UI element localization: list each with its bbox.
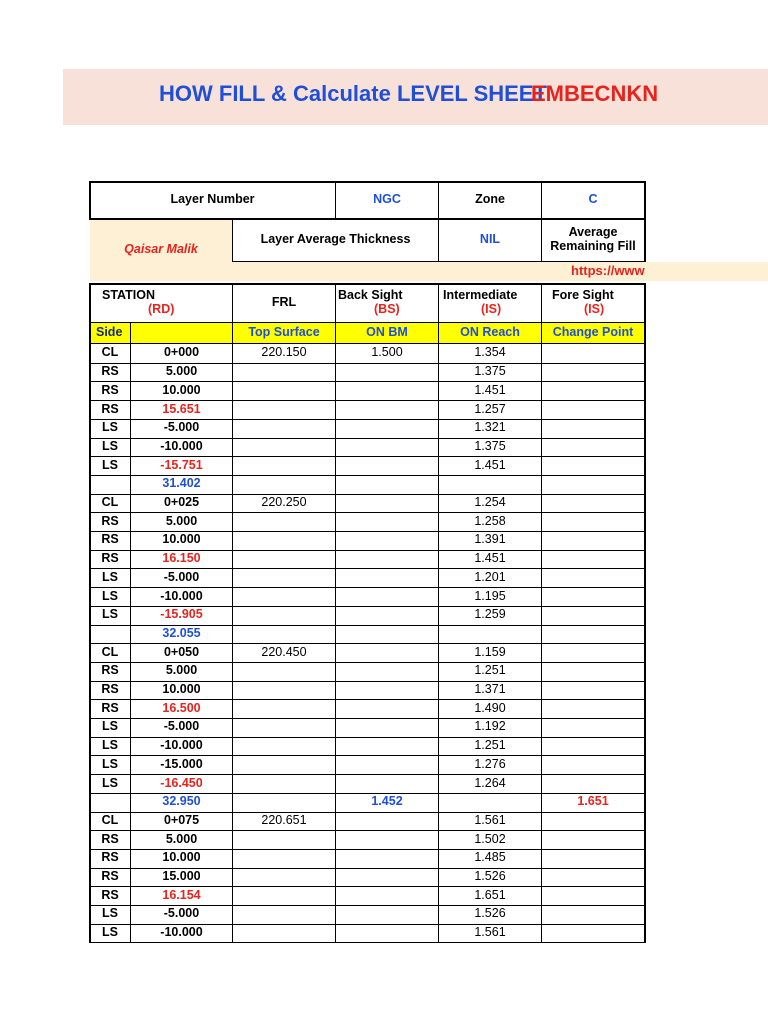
cell-is: 1.651: [474, 887, 506, 902]
cell-fs: [542, 494, 644, 513]
cell-bs: [336, 568, 438, 587]
cell-rd: -16.450: [160, 775, 203, 790]
is-subheader: ON Reach: [460, 325, 520, 340]
cell-side: RS: [101, 364, 119, 379]
layer-number-label: Layer Number: [170, 192, 255, 207]
cell-side: LS: [102, 569, 118, 584]
cell-side: LS: [102, 420, 118, 435]
cell-rd: 5.000: [165, 663, 198, 678]
cell-is: 1.254: [474, 495, 506, 510]
cell-frl: [233, 774, 335, 793]
cell-fs: [542, 625, 644, 644]
cell-bs: [336, 475, 438, 494]
title-banner: [63, 69, 768, 125]
url-row-bg: [233, 262, 768, 281]
is-sub: (IS): [481, 302, 502, 316]
zone-label: Zone: [475, 192, 505, 207]
cell-bs: [336, 625, 438, 644]
fs-sub: (IS): [584, 302, 605, 316]
cell-side: RS: [101, 532, 119, 547]
cell-fs: [542, 699, 644, 718]
cell-is: 1.264: [474, 775, 506, 790]
cell-rd: 5.000: [165, 364, 198, 379]
cell-fs: [542, 363, 644, 382]
cell-frl: 220.250: [261, 495, 307, 510]
cell-rd: 32.950: [162, 794, 201, 809]
cell-bs: [336, 662, 438, 681]
cell-side: LS: [102, 925, 118, 940]
is-label: Intermediate: [443, 288, 518, 303]
cell-bs: [336, 494, 438, 513]
cell-bs: [336, 456, 438, 475]
cell-frl: [233, 606, 335, 625]
cell-is: 1.391: [474, 532, 506, 547]
cell-fs: [542, 905, 644, 924]
cell-fs: [542, 587, 644, 606]
cell-rd: 16.500: [162, 700, 201, 715]
cell-is: 1.258: [474, 513, 506, 528]
page-title: HOW FILL & Calculate LEVEL SHEET: [159, 81, 547, 106]
brand-title: EMBECNKN: [531, 81, 659, 106]
cell-bs: [336, 905, 438, 924]
cell-bs: [336, 681, 438, 700]
frl-subheader: Top Surface: [248, 325, 320, 340]
cell-bs: [336, 419, 438, 438]
cell-frl: 220.651: [261, 812, 307, 827]
cell-is: 1.195: [474, 588, 506, 603]
cell-rd: -15.751: [160, 457, 203, 472]
cell-frl: [233, 737, 335, 756]
cell-is: [439, 475, 541, 494]
cell-is: 1.526: [474, 906, 506, 921]
cell-rd: 10.000: [162, 532, 201, 547]
cell-is: 1.276: [474, 756, 506, 771]
cell-side: RS: [101, 700, 119, 715]
cell-frl: 220.150: [261, 345, 307, 360]
cell-is: 1.451: [474, 457, 506, 472]
cell-is: 1.490: [474, 700, 506, 715]
cell-bs: [336, 438, 438, 457]
cell-fs: [542, 812, 644, 831]
cell-side: RS: [101, 401, 119, 416]
cell-is: 1.375: [474, 438, 506, 453]
cell-is: 1.375: [474, 364, 506, 379]
cell-rd: 10.000: [162, 682, 201, 697]
cell-bs: 1.452: [371, 794, 403, 809]
cell-is: 1.561: [474, 925, 506, 940]
cell-rd: 16.150: [162, 551, 201, 566]
cell-fs: [542, 475, 644, 494]
cell-bs: [336, 606, 438, 625]
side-subheader: Side: [96, 325, 123, 340]
cell-bs: [336, 381, 438, 400]
cell-bs: [336, 868, 438, 887]
cell-fs: [542, 456, 644, 475]
cell-side: RS: [101, 663, 119, 678]
cell-fs: [542, 531, 644, 550]
cell-frl: [233, 699, 335, 718]
cell-side: CL: [101, 345, 119, 360]
cell-is: 1.526: [474, 869, 506, 884]
cell-rd: 5.000: [165, 831, 198, 846]
cell-is: 1.502: [474, 831, 506, 846]
cell-fs: [542, 662, 644, 681]
cell-side: RS: [101, 682, 119, 697]
cell-bs: [336, 587, 438, 606]
cell-fs: [542, 550, 644, 569]
cell-rd: 0+075: [163, 812, 200, 827]
cell-is: 1.159: [474, 644, 506, 659]
cell-bs: [336, 774, 438, 793]
cell-is: 1.259: [474, 607, 506, 622]
cell-bs: [336, 550, 438, 569]
cell-is: 1.485: [474, 850, 506, 865]
cell-frl: [233, 755, 335, 774]
fs-label: Fore Sight: [552, 288, 614, 303]
cell-rd: -5.000: [163, 420, 200, 435]
cell-is: 1.371: [474, 682, 506, 697]
station-header: [90, 284, 232, 322]
cell-side: LS: [102, 756, 118, 771]
cell-fs: [542, 438, 644, 457]
layer-number-value: NGC: [373, 192, 401, 207]
cell-frl: [233, 456, 335, 475]
cell-bs: [336, 531, 438, 550]
cell-bs: [336, 849, 438, 868]
cell-side: RS: [101, 551, 119, 566]
frl-header: FRL: [271, 295, 297, 310]
cell-side: RS: [101, 831, 119, 846]
cell-rd: 32.055: [162, 625, 201, 640]
cell-is: [439, 625, 541, 644]
cell-frl: [233, 905, 335, 924]
cell-side: RS: [101, 869, 119, 884]
cell-side: LS: [102, 906, 118, 921]
cell-rd: 15.000: [162, 869, 201, 884]
cell-side: LS: [102, 719, 118, 734]
cell-side: LS: [102, 457, 118, 472]
thickness-label: Layer Average Thickness: [260, 232, 411, 247]
cell-rd: 31.402: [162, 476, 201, 491]
cell-is: 1.561: [474, 812, 506, 827]
remaining-label-line2: Remaining Fill: [550, 239, 636, 253]
cell-is: 1.451: [474, 382, 506, 397]
cell-fs: [542, 868, 644, 887]
cell-rd: 15.651: [162, 401, 201, 416]
cell-rd: 10.000: [162, 850, 201, 865]
cell-side: LS: [102, 738, 118, 753]
cell-rd: -15.905: [160, 607, 203, 622]
remaining-fill-label: [542, 219, 644, 261]
cell-frl: [233, 587, 335, 606]
cell-side: LS: [102, 775, 118, 790]
cell-rd: 16.154: [162, 887, 201, 902]
zone-value: C: [588, 192, 598, 207]
cell-side: RS: [101, 382, 119, 397]
cell-rd: 5.000: [165, 513, 198, 528]
cell-fs: [542, 755, 644, 774]
cell-bs: [336, 512, 438, 531]
fs-subheader: Change Point: [552, 325, 634, 340]
cell-fs: [542, 886, 644, 905]
cell-fs: [542, 568, 644, 587]
cell-fs: [542, 737, 644, 756]
cell-is: 1.354: [474, 345, 506, 360]
cell-frl: [233, 793, 335, 812]
thickness-value: NIL: [479, 232, 501, 247]
cell-frl: [233, 849, 335, 868]
cell-frl: [233, 718, 335, 737]
cell-is: 1.321: [474, 420, 506, 435]
cell-side: RS: [101, 513, 119, 528]
cell-bs: [336, 755, 438, 774]
remaining-label-line1: Average: [568, 225, 618, 240]
cell-fs: [542, 774, 644, 793]
cell-frl: [233, 475, 335, 494]
cell-is: [439, 793, 541, 812]
cell-fs: [542, 381, 644, 400]
cell-rd: -10.000: [160, 925, 203, 940]
cell-bs: 1.500: [371, 345, 403, 360]
cell-frl: [233, 381, 335, 400]
cell-fs: [542, 512, 644, 531]
cell-bs: [336, 924, 438, 943]
cell-side: CL: [101, 644, 119, 659]
station-sub: (RD): [148, 302, 175, 316]
cell-frl: [233, 924, 335, 943]
cell-bs: [336, 812, 438, 831]
cell-frl: [233, 419, 335, 438]
bs-subheader: ON BM: [366, 325, 408, 340]
cell-is: 1.451: [474, 551, 506, 566]
cell-side: LS: [102, 607, 118, 622]
cell-side: [90, 793, 130, 812]
cell-is: 1.257: [474, 401, 506, 416]
cell-fs: [542, 606, 644, 625]
cell-frl: [233, 886, 335, 905]
cell-frl: [233, 681, 335, 700]
cell-fs: [542, 830, 644, 849]
cell-rd: 0+000: [163, 345, 200, 360]
cell-bs: [336, 643, 438, 662]
cell-rd: 10.000: [162, 382, 201, 397]
cell-rd: -15.000: [160, 756, 203, 771]
cell-frl: [233, 438, 335, 457]
cell-frl: [233, 512, 335, 531]
cell-bs: [336, 737, 438, 756]
cell-rd: 0+050: [163, 644, 200, 659]
cell-rd: -10.000: [160, 738, 203, 753]
cell-side: [90, 625, 130, 644]
cell-is: 1.251: [474, 738, 506, 753]
cell-fs: 1.651: [577, 794, 609, 809]
cell-frl: [233, 625, 335, 644]
url-link[interactable]: https://www: [571, 263, 645, 278]
cell-fs: [542, 849, 644, 868]
cell-bs: [336, 886, 438, 905]
cell-is: 1.201: [474, 569, 506, 584]
author-name: Qaisar Malik: [124, 242, 198, 257]
cell-fs: [542, 643, 644, 662]
cell-side: RS: [101, 850, 119, 865]
cell-fs: [542, 400, 644, 419]
cell-fs: [542, 718, 644, 737]
fs-header: [542, 284, 644, 322]
cell-frl: 220.450: [261, 644, 307, 659]
cell-frl: [233, 363, 335, 382]
cell-bs: [336, 400, 438, 419]
cell-side: LS: [102, 588, 118, 603]
bs-header: [336, 284, 438, 322]
cell-side: CL: [101, 812, 119, 827]
cell-rd: -5.000: [163, 569, 200, 584]
bs-label: Back Sight: [338, 288, 403, 303]
cell-side: LS: [102, 438, 118, 453]
cell-frl: [233, 550, 335, 569]
cell-fs: [542, 344, 644, 363]
cell-bs: [336, 699, 438, 718]
cell-frl: [233, 400, 335, 419]
cell-side: CL: [101, 495, 119, 510]
cell-rd: -10.000: [160, 588, 203, 603]
cell-rd: -5.000: [163, 906, 200, 921]
cell-fs: [542, 924, 644, 943]
is-header: [439, 284, 541, 322]
cell-frl: [233, 868, 335, 887]
cell-fs: [542, 419, 644, 438]
cell-side: RS: [101, 887, 119, 902]
station-label: STATION: [102, 288, 156, 303]
cell-bs: [336, 830, 438, 849]
cell-is: 1.192: [474, 719, 506, 734]
bs-sub: (BS): [374, 302, 400, 316]
cell-rd: -5.000: [163, 719, 200, 734]
cell-frl: [233, 662, 335, 681]
cell-frl: [233, 531, 335, 550]
cell-frl: [233, 568, 335, 587]
cell-frl: [233, 830, 335, 849]
cell-bs: [336, 363, 438, 382]
cell-rd: 0+025: [163, 495, 200, 510]
cell-is: 1.251: [474, 663, 506, 678]
cell-fs: [542, 681, 644, 700]
cell-bs: [336, 718, 438, 737]
cell-rd: -10.000: [160, 438, 203, 453]
cell-side: [90, 475, 130, 494]
